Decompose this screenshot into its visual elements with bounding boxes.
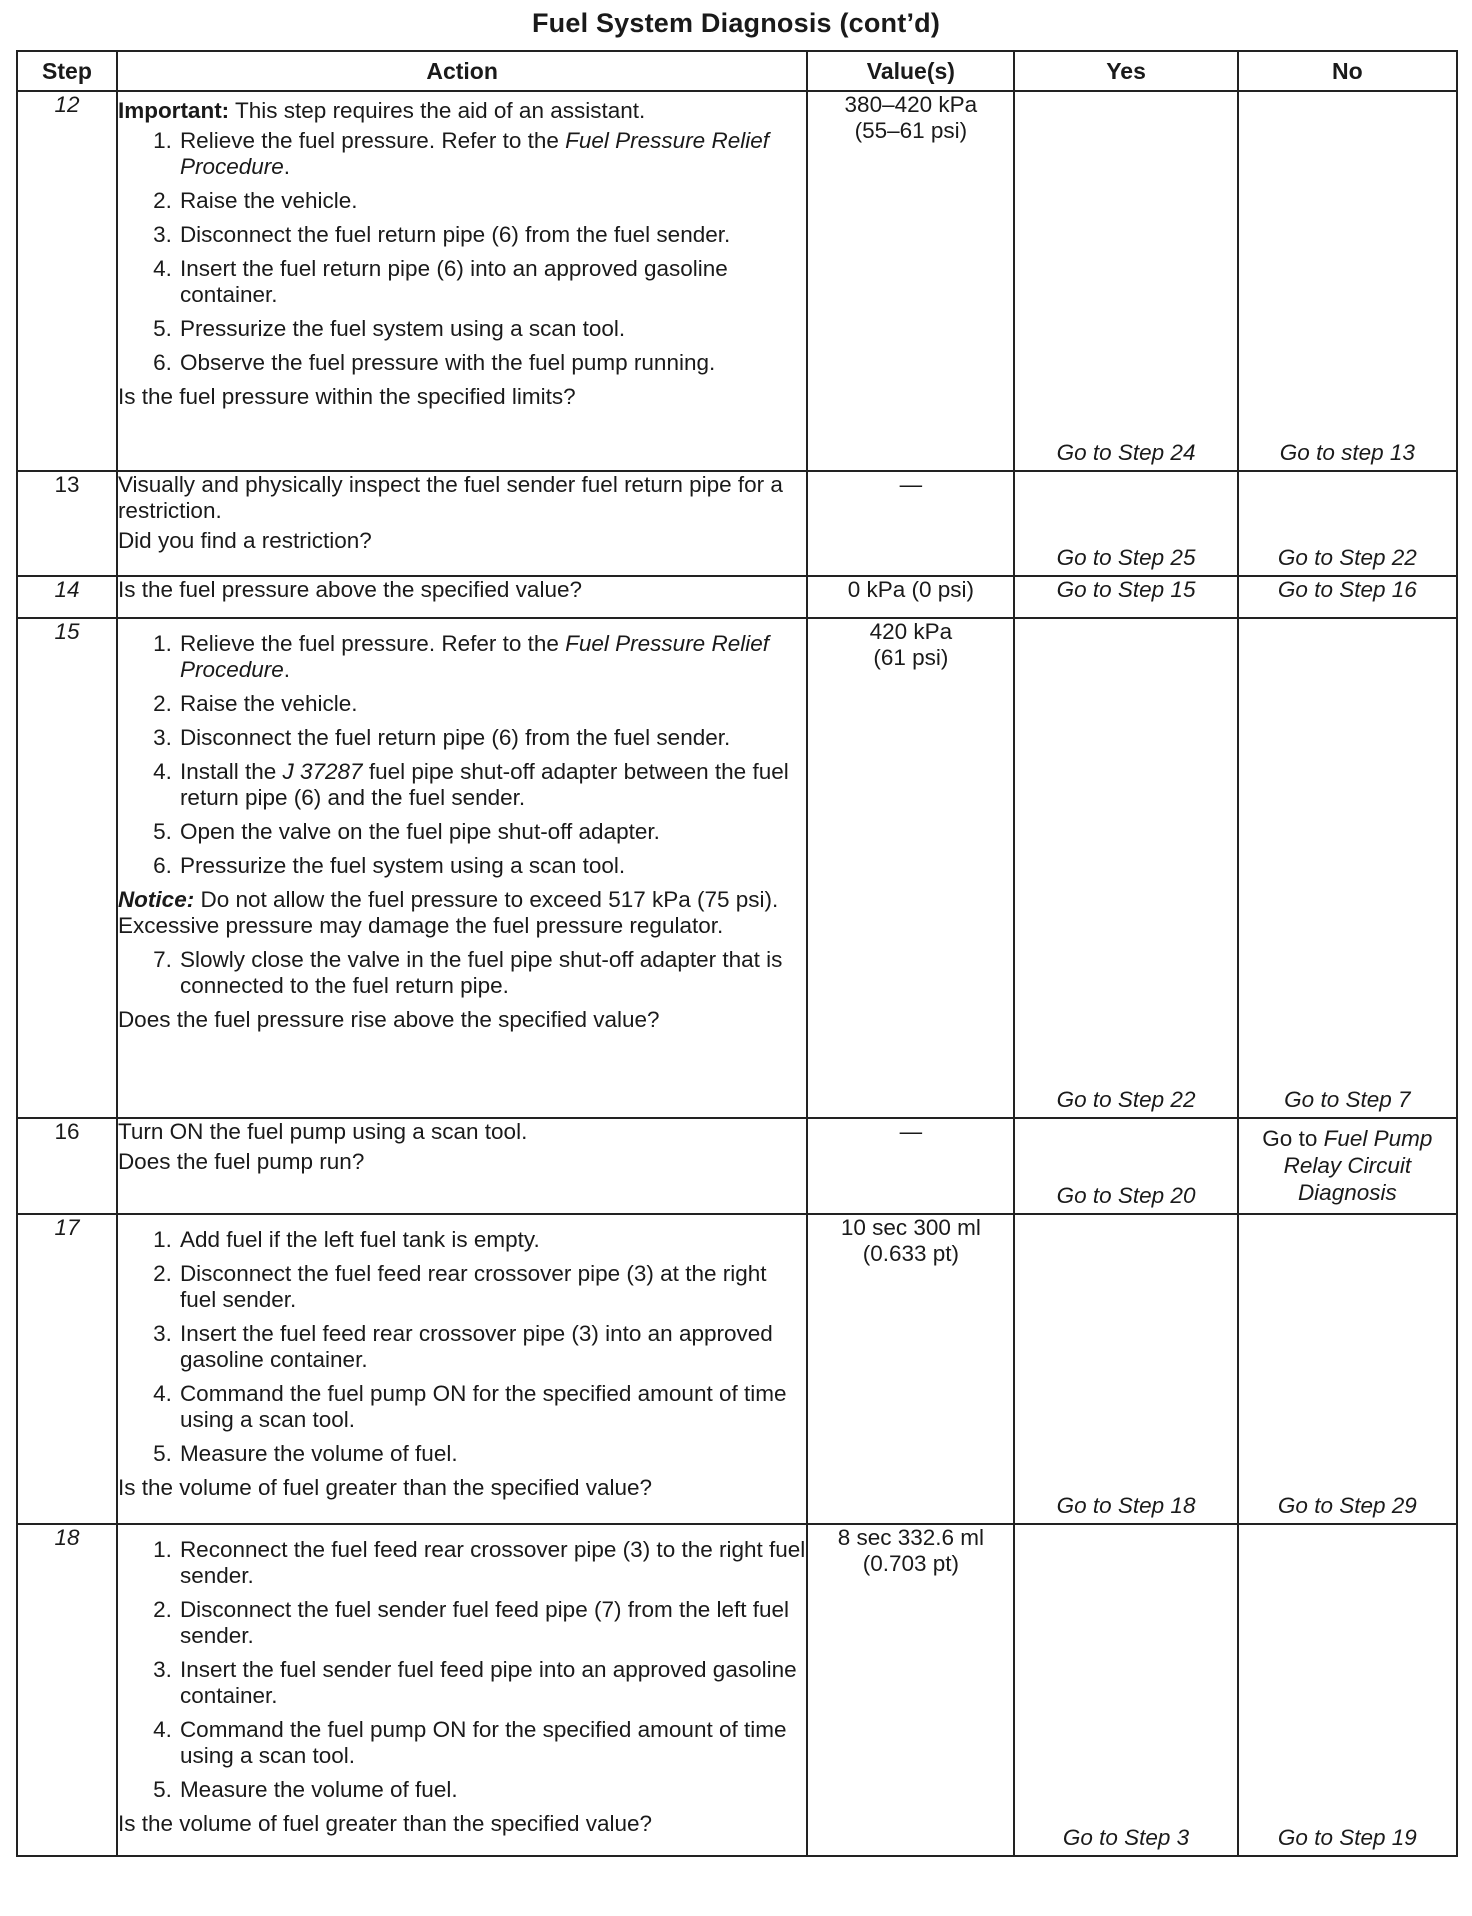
list-item: 4. Insert the fuel return pipe (6) into an approved gasoline container. bbox=[153, 256, 728, 307]
procedure-list-continued bbox=[118, 947, 806, 999]
procedure-list bbox=[118, 1227, 806, 1467]
step-number: 12 bbox=[17, 91, 117, 471]
question-text: Is the fuel pressure above the specified value? bbox=[117, 577, 582, 602]
value-cell: — bbox=[807, 1118, 1014, 1214]
question-text: Does the fuel pressure rise above the specified value? bbox=[117, 1007, 660, 1032]
list-item: 2. Disconnect the fuel sender fuel feed pipe (7) from the left fuel sender. bbox=[153, 1597, 790, 1648]
value-cell: — bbox=[807, 471, 1014, 576]
list-item: 3. Disconnect the fuel return pipe (6) from the fuel sender. bbox=[153, 222, 731, 247]
value-text: 8 sec 332.6 ml bbox=[837, 1525, 985, 1550]
list-item: 6. Observe the fuel pressure with the fuel pump running. bbox=[153, 350, 716, 375]
value-text-secondary: (0.703 pt) bbox=[862, 1551, 960, 1576]
yes-goto-link[interactable]: Go to Step 20 bbox=[1056, 1183, 1196, 1208]
value-text: 380–420 kPa bbox=[844, 92, 978, 117]
procedure-list bbox=[118, 1537, 806, 1803]
procedure-list bbox=[118, 631, 806, 879]
no-goto-link[interactable]: Go to Fuel Pump Relay Circuit Diagnosis bbox=[1262, 1126, 1433, 1205]
list-item: 4. Install the J 37287 fuel pipe shut-off adapter between the fuel return pipe (6) and the fuel sender. bbox=[153, 759, 789, 810]
column-header-action: Action bbox=[117, 51, 807, 91]
action-cell bbox=[117, 91, 807, 471]
no-goto-link[interactable]: Go to Step 19 bbox=[1277, 1825, 1417, 1850]
step-number: 17 bbox=[17, 1214, 117, 1524]
table-header-row bbox=[17, 51, 1457, 91]
list-item: 1. Add fuel if the left fuel tank is empty. bbox=[153, 1227, 540, 1252]
yes-goto-link[interactable]: Go to Step 22 bbox=[1056, 1087, 1196, 1112]
question-text: Is the fuel pressure within the specified limits? bbox=[117, 384, 576, 409]
column-header-step: Step bbox=[17, 51, 117, 91]
action-cell bbox=[117, 471, 807, 576]
no-goto-link[interactable]: Go to Step 29 bbox=[1277, 1493, 1417, 1518]
no-goto-link[interactable]: Go to Step 22 bbox=[1277, 545, 1417, 570]
step-number: 14 bbox=[17, 576, 117, 618]
table-row bbox=[17, 576, 1457, 618]
column-header-no: No bbox=[1238, 51, 1457, 91]
value-cell bbox=[807, 618, 1014, 1118]
list-item: 4. Command the fuel pump ON for the specified amount of time using a scan tool. bbox=[153, 1381, 787, 1432]
list-item: 2. Disconnect the fuel feed rear crossover pipe (3) at the right fuel sender. bbox=[153, 1261, 767, 1312]
value-cell bbox=[807, 1524, 1014, 1856]
table-row bbox=[17, 618, 1457, 1118]
list-item: 2. Raise the vehicle. bbox=[153, 188, 358, 213]
value-text-secondary: (61 psi) bbox=[873, 645, 949, 670]
list-item: 3. Disconnect the fuel return pipe (6) from the fuel sender. bbox=[153, 725, 731, 750]
table-row bbox=[17, 471, 1457, 576]
diagnosis-table bbox=[16, 50, 1458, 1857]
list-item: 1. Reconnect the fuel feed rear crossover pipe (3) to the right fuel sender. bbox=[153, 1537, 806, 1588]
no-cell bbox=[1238, 1118, 1457, 1214]
step-number: 13 bbox=[17, 471, 117, 576]
no-goto-link[interactable]: Go to Step 16 bbox=[1238, 576, 1457, 618]
action-cell bbox=[117, 576, 807, 618]
question-text: Does the fuel pump run? bbox=[117, 1149, 365, 1174]
yes-goto-link[interactable]: Go to Step 15 bbox=[1014, 576, 1237, 618]
yes-cell bbox=[1014, 91, 1237, 471]
no-cell bbox=[1238, 1524, 1457, 1856]
no-goto-link[interactable]: Go to step 13 bbox=[1279, 440, 1415, 465]
yes-cell bbox=[1014, 618, 1237, 1118]
no-cell bbox=[1238, 471, 1457, 576]
yes-cell bbox=[1014, 1118, 1237, 1214]
value-text-secondary: (0.633 pt) bbox=[862, 1241, 960, 1266]
table-row bbox=[17, 1118, 1457, 1214]
yes-goto-link[interactable]: Go to Step 24 bbox=[1056, 440, 1196, 465]
yes-cell bbox=[1014, 1214, 1237, 1524]
yes-cell bbox=[1014, 1524, 1237, 1856]
value-text: 420 kPa bbox=[869, 619, 953, 644]
step-number: 18 bbox=[17, 1524, 117, 1856]
value-cell bbox=[807, 1214, 1014, 1524]
list-item: 4. Command the fuel pump ON for the specified amount of time using a scan tool. bbox=[153, 1717, 787, 1768]
no-cell bbox=[1238, 1214, 1457, 1524]
table-row bbox=[17, 91, 1457, 471]
column-header-values: Value(s) bbox=[807, 51, 1014, 91]
list-item: 3. Insert the fuel sender fuel feed pipe into an approved gasoline container. bbox=[153, 1657, 797, 1708]
value-text: 10 sec 300 ml bbox=[840, 1215, 981, 1240]
list-item: 1. Relieve the fuel pressure. Refer to the Fuel Pressure Relief Procedure. bbox=[153, 128, 769, 179]
value-cell bbox=[807, 91, 1014, 471]
list-item: 5. Measure the volume of fuel. bbox=[153, 1441, 458, 1466]
list-item: 2. Raise the vehicle. bbox=[153, 691, 358, 716]
list-item: 3. Insert the fuel feed rear crossover pipe (3) into an approved gasoline container. bbox=[153, 1321, 773, 1372]
action-cell bbox=[117, 1214, 807, 1524]
action-text: Visually and physically inspect the fuel sender fuel return pipe for a restriction. bbox=[117, 472, 783, 523]
no-goto-link[interactable]: Go to Step 7 bbox=[1284, 1087, 1411, 1112]
action-cell bbox=[117, 618, 807, 1118]
value-cell: 0 kPa (0 psi) bbox=[807, 576, 1014, 618]
action-cell bbox=[117, 1118, 807, 1214]
notice-note: Notice: Do not allow the fuel pressure to exceed 517 kPa (75 psi). Excessive pressure may damage the fuel pressure regulator. bbox=[117, 887, 779, 938]
question-text: Is the volume of fuel greater than the specified value? bbox=[117, 1475, 653, 1500]
list-item: 7. Slowly close the valve in the fuel pipe shut-off adapter that is connected to the fuel return pipe. bbox=[153, 947, 783, 998]
question-text: Is the volume of fuel greater than the specified value? bbox=[117, 1811, 653, 1836]
yes-cell bbox=[1014, 471, 1237, 576]
column-header-yes: Yes bbox=[1014, 51, 1237, 91]
yes-goto-link[interactable]: Go to Step 3 bbox=[1062, 1825, 1190, 1850]
important-note: Important: This step requires the aid of an assistant. bbox=[117, 98, 646, 123]
yes-goto-link[interactable]: Go to Step 18 bbox=[1056, 1493, 1196, 1518]
question-text: Did you find a restriction? bbox=[117, 528, 372, 553]
step-number: 16 bbox=[17, 1118, 117, 1214]
no-cell bbox=[1238, 618, 1457, 1118]
list-item: 5. Open the valve on the fuel pipe shut-off adapter. bbox=[153, 819, 660, 844]
table-row bbox=[17, 1524, 1457, 1856]
yes-goto-link[interactable]: Go to Step 25 bbox=[1056, 545, 1196, 570]
list-item: 5. Pressurize the fuel system using a scan tool. bbox=[153, 316, 626, 341]
list-item: 6. Pressurize the fuel system using a scan tool. bbox=[153, 853, 626, 878]
step-number: 15 bbox=[17, 618, 117, 1118]
page-title: Fuel System Diagnosis (cont’d) bbox=[531, 8, 941, 38]
table-row bbox=[17, 1214, 1457, 1524]
procedure-list bbox=[118, 128, 806, 376]
no-cell bbox=[1238, 91, 1457, 471]
list-item: 1. Relieve the fuel pressure. Refer to the Fuel Pressure Relief Procedure. bbox=[153, 631, 769, 682]
action-text: Turn ON the fuel pump using a scan tool. bbox=[117, 1119, 528, 1144]
value-text-secondary: (55–61 psi) bbox=[854, 118, 968, 143]
action-cell bbox=[117, 1524, 807, 1856]
list-item: 5. Measure the volume of fuel. bbox=[153, 1777, 458, 1802]
